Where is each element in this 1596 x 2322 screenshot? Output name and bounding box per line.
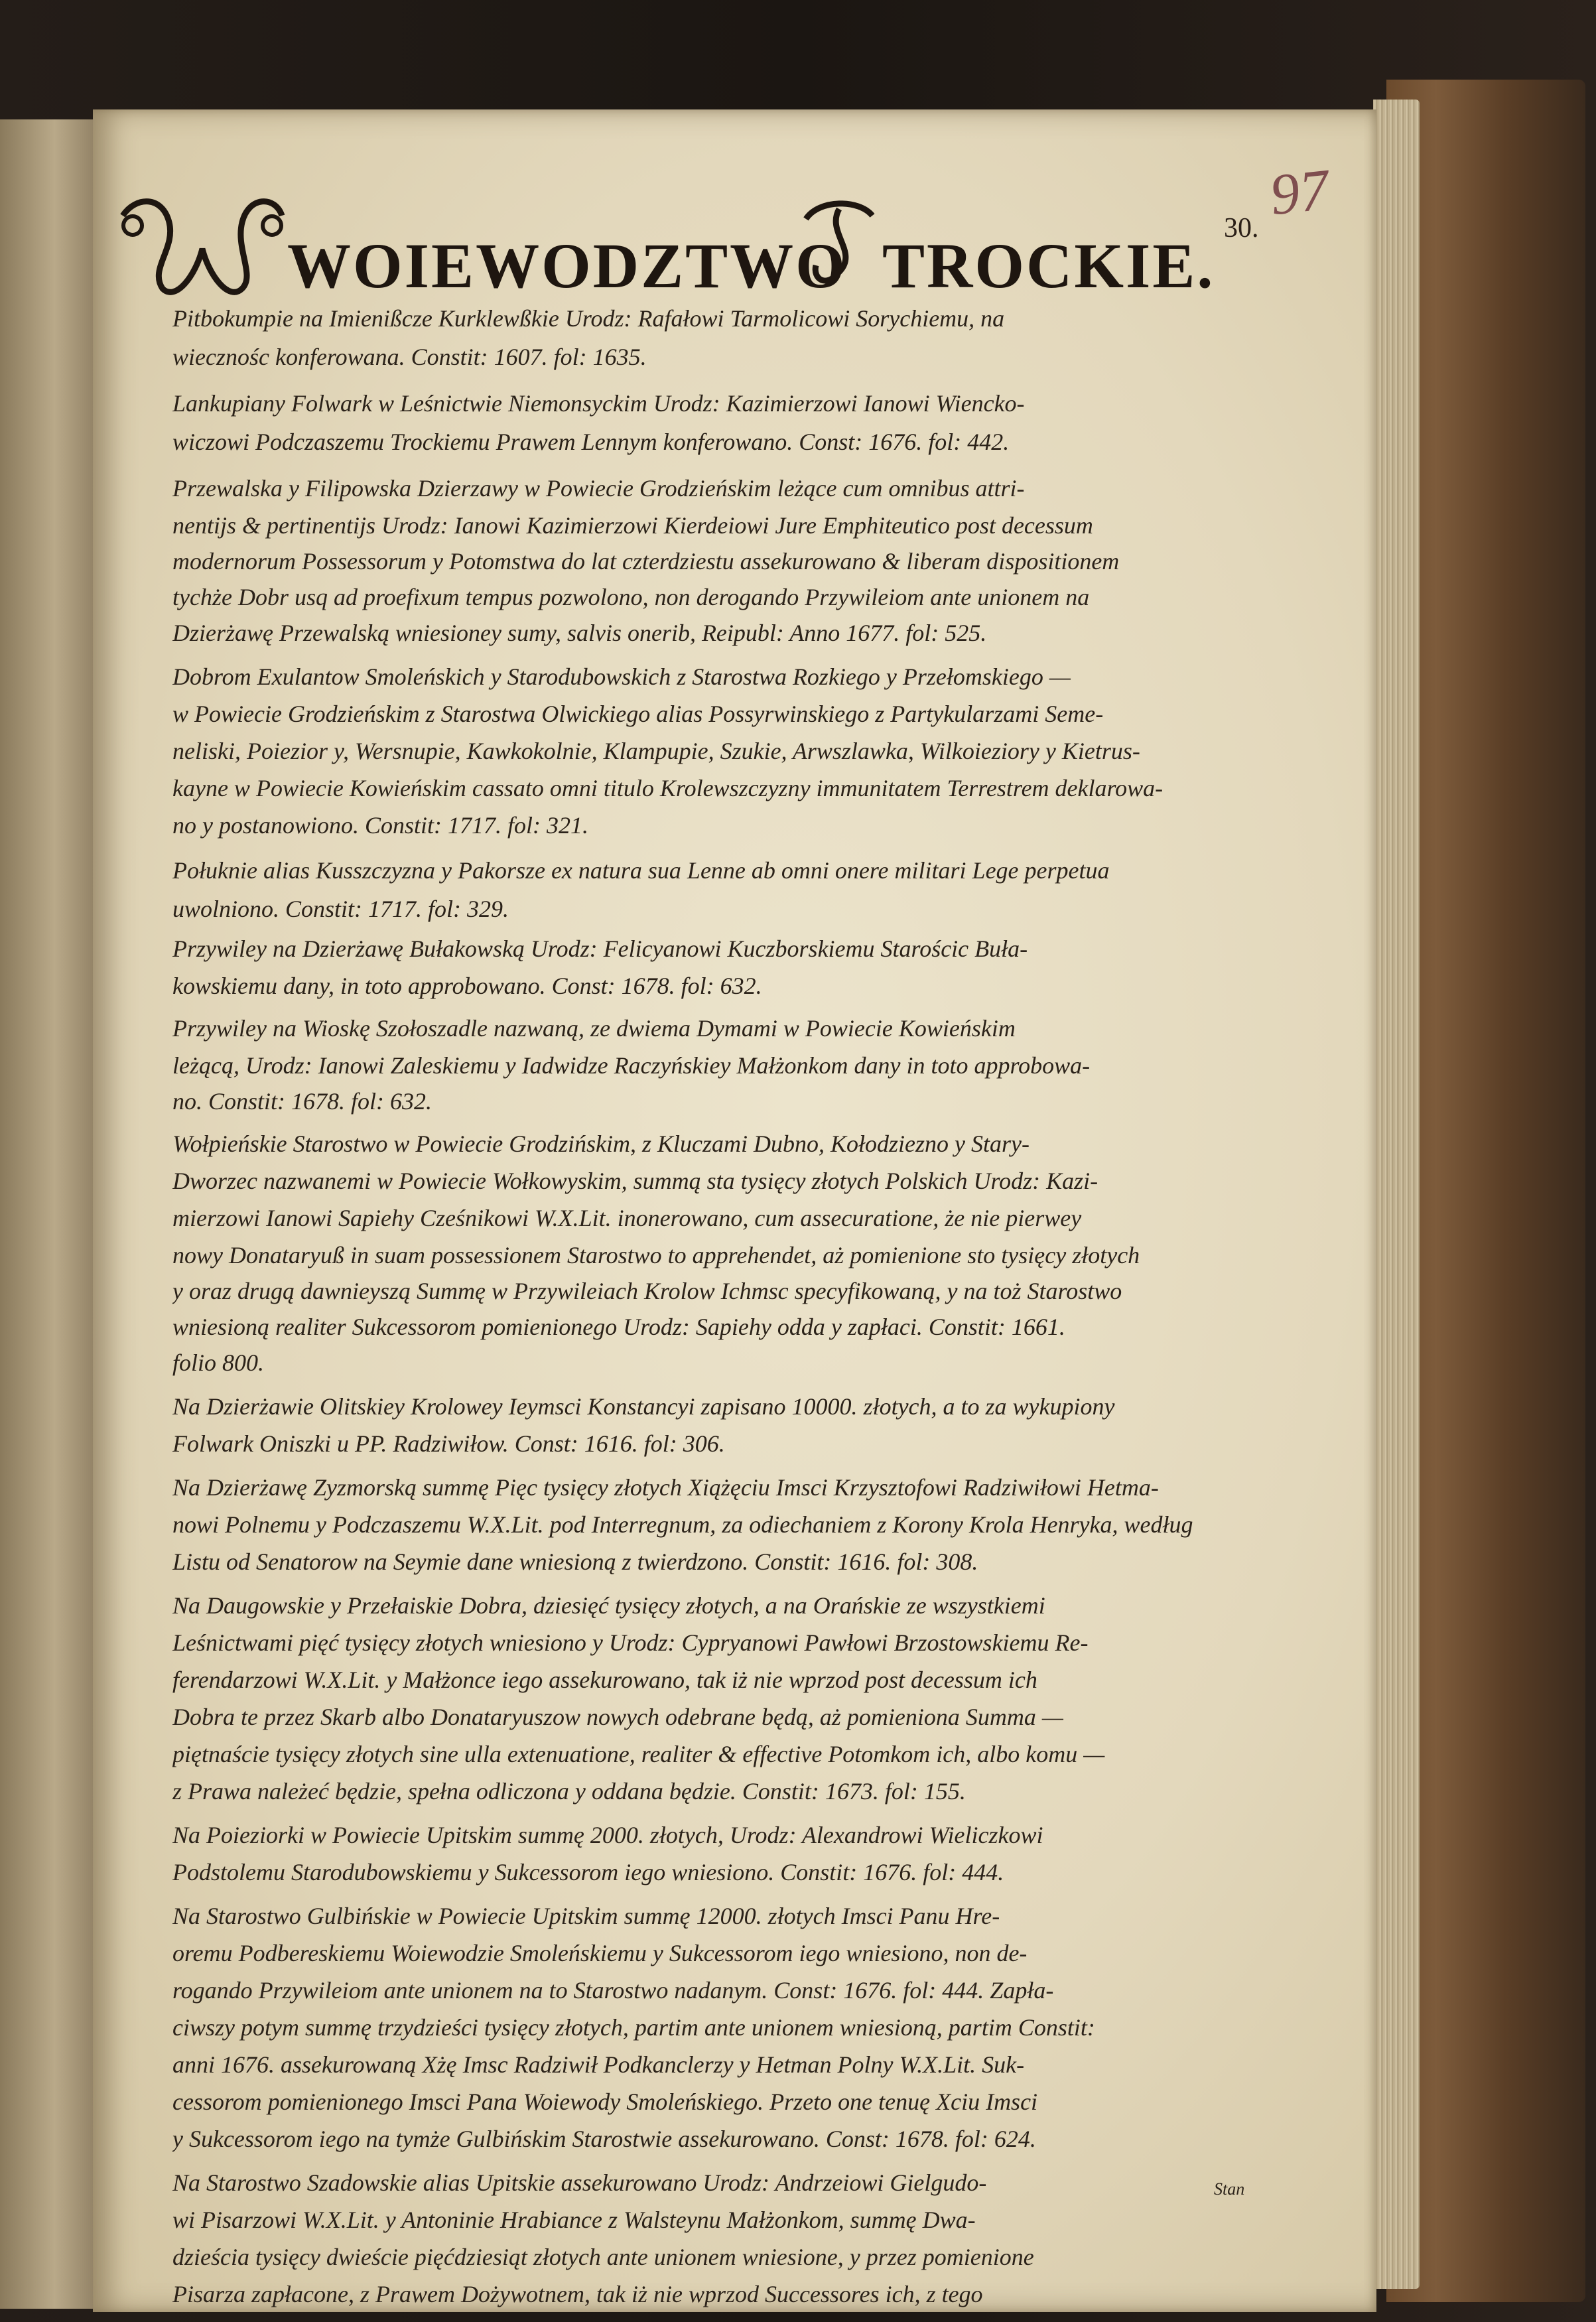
text-line: tychże Dobr usq ad proefixum tempus pozwolono, non derogando Przywileiom ante unionem na (172, 584, 1090, 610)
text-line: wiczowi Podczaszemu Trockiemu Prawem Lennym konferowano. Const: 1676. fol: 442. (172, 429, 1010, 455)
text-line: folio 800. (172, 1349, 265, 1376)
text-line: nowy Donataryuß in suam possessionem Starostwo to apprehendet, aż pomienione sto tysięcy złotych (172, 1242, 1140, 1268)
text-line: Dobra te przez Skarb albo Donataryuszow nowych odebrane będą, aż pomieniona Summa — (172, 1704, 1063, 1730)
text-line: Leśnictwami pięć tysięcy złotych wniesiono y Urodz: Cypryanowi Pawłowi Brzostowskiemu Re- (172, 1629, 1089, 1656)
text-line: Dworzec nazwanemi w Powiecie Wołkowyskim, summą sta tysięcy złotych Polskich Urodz: Kazi- (172, 1168, 1098, 1194)
text-line: leżącą, Urodz: Ianowi Zaleskiemu y Iadwidze Raczyńskiey Małżonkom dany in toto approbowa- (172, 1052, 1091, 1079)
text-line: Na Starostwo Gulbińskie w Powiecie Upitskim summę 12000. złotych Imsci Panu Hre- (172, 1903, 1000, 1929)
text-line: wiecznośc konferowana. Constit: 1607. fol: 1635. (172, 344, 647, 370)
text-line: neliski, Poiezior y, Wersnupie, Kawkokolnie, Klampupie, Szukie, Arwszlawka, Wilkoieziory y Kietrus- (172, 738, 1140, 764)
text-line: Na Starostwo Szadowskie alias Upitskie assekurowano Urodz: Andrzeiowi Gielgudo- (172, 2169, 987, 2196)
title-prefix: WOIEWODZTWO (287, 230, 847, 301)
page-number: 30. (1224, 213, 1259, 243)
text-line: anni 1676. assekurowaną Xżę Imsc Radziwił Podkanclerzy y Hetman Polny W.X.Lit. Suk- (172, 2051, 1025, 2078)
text-line: piętnaście tysięcy złotych sine ulla extenuatione, realiter & effective Potomkom ich, albo komu — (172, 1741, 1105, 1767)
text-line: nentijs & pertinentijs Urodz: Ianowi Kazimierzowi Kierdeiowi Jure Emphiteutico post decessum (172, 512, 1093, 539)
page-edges (1373, 100, 1420, 2289)
text-line: Przewalska y Filipowska Dzierzawy w Powiecie Grodzieńskim leżące cum omnibus attri- (172, 475, 1025, 502)
text-line: rogando Przywileiom ante unionem na to Starostwo nadanym. Const: 1676. fol: 444. Zapła- (172, 1977, 1054, 2004)
text-line: Podstolemu Starodubowskiemu y Sukcessorom iego wniesiono. Constit: 1676. fol: 444. (172, 1859, 1004, 1885)
text-line: nowi Polnemu y Podczaszemu W.X.Lit. pod Interregnum, za odiechaniem z Korony Krola Henryka, według (172, 1511, 1193, 1538)
text-line: Folwark Oniszki u PP. Radziwiłow. Const: 1616. fol: 306. (172, 1430, 725, 1457)
text-line: Dobrom Exulantow Smoleńskich y Starodubowskich z Starostwa Rozkiego y Przełomskiego — (172, 663, 1071, 690)
text-line: kowskiemu dany, in toto approbowano. Const: 1678. fol: 632. (172, 973, 762, 999)
text-line: uwolniono. Constit: 1717. fol: 329. (172, 896, 509, 922)
text-line: Wołpieńskie Starostwo w Powiecie Grodzińskim, z Kluczami Dubno, Kołodziezno y Stary- (172, 1130, 1030, 1157)
text-line: Lankupiany Folwark w Leśnictwie Niemonsyckim Urodz: Kazimierzowi Ianowi Wiencko- (172, 390, 1025, 417)
text-line: no y postanowiono. Constit: 1717. fol: 321. (172, 812, 589, 839)
page-title (109, 189, 1215, 302)
text-line: modernorum Possessorum y Potomstwa do lat czterdziestu assekurowano & liberam dispositionem (172, 548, 1120, 575)
text-line: y oraz drugą dawnieyszą Summę w Przywileiach Krolow Ichmsc specyfikowaną, y na toż Starostwo (172, 1278, 1122, 1304)
text-line: oremu Podbereskiemu Woiewodzie Smoleńskiemu y Sukcessorom iego wniesiono, non de- (172, 1940, 1028, 1966)
text-line: Pitbokumpie na Imienißcze Kurklewßkie Urodz: Rafałowi Tarmolicowi Sorychiemu, na (172, 305, 1005, 332)
text-line: Na Dzierżawie Olitskiey Krolowey Ieymsci Konstancyi zapisano 10000. złotych, a to za wykupiony (172, 1393, 1115, 1420)
text-line: Listu od Senatorow na Seymie dane wniesioną z twierdzono. Constit: 1616. fol: 308. (172, 1548, 978, 1575)
left-page-sliver (0, 119, 100, 2309)
ornamental-initial-w-icon (109, 189, 289, 302)
text-line: Pisarza zapłacone, z Prawem Dożywotnem, tak iż nie wprzod Successores ich, z tego (172, 2281, 983, 2307)
text-line: y Sukcessorom iego na tymże Gulbińskim Starostwie assekurowano. Const: 1678. fol: 624. (172, 2126, 1036, 2152)
catchword: Stan (1214, 2179, 1245, 2199)
title-suffix: TROCKIE. (882, 230, 1215, 301)
text-line: Przywiley na Wioskę Szołoszadle nazwaną, ze dwiema Dymami w Powiecie Kowieńskim (172, 1015, 1016, 1042)
text-line: no. Constit: 1678. fol: 632. (172, 1088, 432, 1115)
text-line: mierzowi Ianowi Sapiehy Cześnikowi W.X.Lit. inonerowano, cum assecuratione, że nie pierwey (172, 1205, 1082, 1231)
text-line: wi Pisarzowi W.X.Lit. y Antoninie Hrabiance z Walsteynu Małżonkom, summę Dwa- (172, 2207, 976, 2233)
text-line: dzieścia tysięcy dwieście pięćdziesiąt złotych ante unionem wniesione, y przez pomienione (172, 2244, 1034, 2270)
text-line: wniesioną realiter Sukcessorom pomienionego Urodz: Sapiehy odda y zapłaci. Constit: 1661. (172, 1314, 1065, 1340)
text-line: Na Poieziorki w Powiecie Upitskim summę 2000. złotych, Urodz: Alexandrowi Wieliczkowi (172, 1822, 1043, 1848)
text-line: Na Dzierżawę Zyzmorską summę Pięc tysięcy złotych Xiążęciu Imsci Krzysztofowi Radziwiłowi Hetma- (172, 1474, 1159, 1501)
text-line: z Prawa należeć będzie, spełna odliczona y oddana będzie. Constit: 1673. fol: 155. (172, 1778, 966, 1805)
text-line: kayne w Powiecie Kowieńskim cassato omni titulo Krolewszczyzny immunitatem Terrestrem deklarowa- (172, 775, 1164, 801)
folio-number: 97 (1267, 157, 1332, 228)
text-line: ferendarzowi W.X.Lit. y Małżonce iego assekurowano, tak iż nie wprzod post decessum ich (172, 1667, 1037, 1693)
text-line: Przywiley na Dzierżawę Bułakowską Urodz: Felicyanowi Kuczborskiemu Starościc Buła- (172, 935, 1028, 962)
text-line: Dzierżawę Przewalską wniesioney sumy, salvis onerib, Reipubl: Anno 1677. fol: 525. (172, 620, 987, 646)
text-line: w Powiecie Grodzieńskim z Starostwa Olwickiego alias Possyrwinskiego z Partykularzami Seme- (172, 701, 1104, 727)
text-line: cessorom pomienionego Imsci Pana Woiewody Smoleńskiego. Przeto one tenuę Xciu Imsci (172, 2088, 1038, 2115)
ornamental-initial-t-icon (799, 192, 879, 299)
text-line: Na Daugowskie y Przełaiskie Dobra, dziesięć tysięcy złotych, a na Orańskie ze wszystkiemi (172, 1592, 1045, 1619)
text-line: Połuknie alias Kusszczyzna y Pakorsze ex natura sua Lenne ab omni onere militari Lege perpetua (172, 857, 1110, 884)
text-line: ciwszy potym summę trzydzieści tysięcy złotych, partim ante unionem wniesioną, partim Constit: (172, 2014, 1095, 2041)
